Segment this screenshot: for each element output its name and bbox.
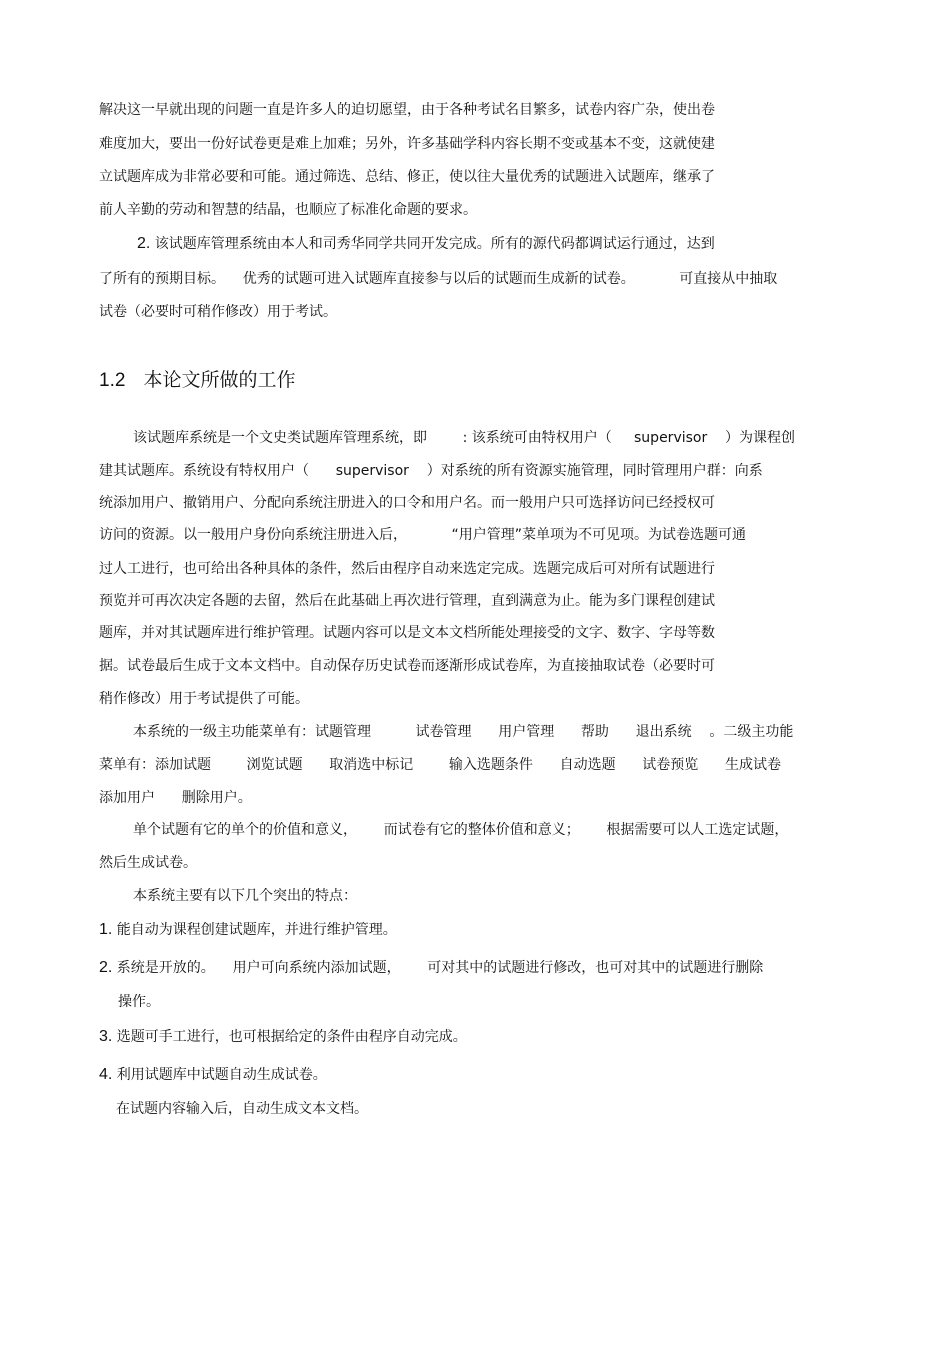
section-number: 1.2 bbox=[99, 370, 126, 391]
feature-item-3 bbox=[99, 1027, 467, 1047]
closing-line: 在试题内容输入后，自动生成文本文档。 bbox=[116, 1101, 368, 1117]
feature-item-1 bbox=[99, 920, 397, 940]
intro-line-1: 解决这一早就出现的问题一直是许多人的迫切愿望，由于各种考试名目繁多，试卷内容广杂，使出卷 bbox=[99, 102, 715, 118]
body-line-2: 建其试题库。系统设有特权用户（ supervisor ）对系统的所有资源实施管理，同时管理用户群：向系 bbox=[99, 463, 763, 479]
menu-line-3: 添加用户 删除用户。 bbox=[99, 790, 252, 806]
section-heading bbox=[99, 368, 296, 393]
body-line-7: 题库，并对其试题库进行维护管理。试题内容可以是文本文档所能处理接受的文字、数字、字母等数 bbox=[99, 625, 715, 641]
body-line-4: 访问的资源。以一般用户身份向系统注册进入后， “用户管理”菜单项为不可见项。为试卷选题可通 bbox=[99, 527, 747, 543]
value-line-2: 然后生成试卷。 bbox=[99, 855, 197, 871]
feature-number-4: 4. bbox=[99, 1066, 113, 1083]
feature-text-4: 利用试题库中试题自动生成试卷。 bbox=[116, 1067, 327, 1083]
feature-text-2: 系统是开放的。 用户可向系统内添加试题， 可对其中的试题进行修改，也可对其中的试题进行删除 bbox=[116, 960, 764, 976]
menu-line-1: 本系统的一级主功能菜单有：试题管理 试卷管理 用户管理 帮助 退出系统 。二级主功能 bbox=[133, 724, 794, 740]
point-2-line-2: 了所有的预期目标。 优秀的试题可进入试题库直接参与以后的试题而生成新的试卷。 可直接从中抽取 bbox=[99, 271, 778, 287]
intro-line-3: 立试题库成为非常必要和可能。通过筛选、总结、修正，使以往大量优秀的试题进入试题库，继承了 bbox=[99, 169, 715, 185]
feature-text-1: 能自动为课程创建试题库，并进行维护管理。 bbox=[116, 922, 397, 938]
body-line-1: 该试题库系统是一个文史类试题库管理系统，即 : 该系统可由特权用户（ supervisor ）为课程创 bbox=[133, 430, 796, 446]
feature-number-1: 1. bbox=[99, 921, 113, 938]
point-2-line-1: 该试题库管理系统由本人和司秀华同学共同开发完成。所有的源代码都调试运行通过，达到 bbox=[154, 236, 715, 252]
point-2-number: 2. bbox=[137, 235, 151, 252]
body-line-8: 据。试卷最后生成于文本文档中。自动保存历史试卷而逐渐形成试卷库，为直接抽取试卷（必要时可 bbox=[99, 658, 715, 674]
point-2-paragraph bbox=[137, 234, 715, 254]
intro-line-4: 前人辛勤的劳动和智慧的结晶，也顺应了标准化命题的要求。 bbox=[99, 202, 477, 218]
menu-line-2: 菜单有：添加试题 浏览试题 取消选中标记 输入选题条件 自动选题 试卷预览 生成试卷 bbox=[99, 757, 782, 773]
body-line-5: 过人工进行，也可给出各种具体的条件，然后由程序自动来选定完成。选题完成后可对所有试题进行 bbox=[99, 561, 715, 577]
intro-line-2: 难度加大，要出一份好试卷更是难上加难；另外，许多基础学科内容长期不变或基本不变，这就使建 bbox=[99, 136, 715, 152]
feature-text-3: 选题可手工进行，也可根据给定的条件由程序自动完成。 bbox=[116, 1029, 467, 1045]
feature-number-3: 3. bbox=[99, 1028, 113, 1045]
section-title: 本论文所做的工作 bbox=[143, 369, 296, 391]
body-line-9: 稍作修改）用于考试提供了可能。 bbox=[99, 691, 309, 707]
value-line-1: 单个试题有它的单个的价值和意义， 而试卷有它的整体价值和意义； 根据需要可以人工选定试题， bbox=[133, 822, 789, 838]
feature-item-2-continued: 操作。 bbox=[118, 994, 160, 1010]
feature-item-4 bbox=[99, 1065, 327, 1085]
feature-number-2: 2. bbox=[99, 959, 113, 976]
point-2-line-3: 试卷（必要时可稍作修改）用于考试。 bbox=[99, 304, 337, 320]
body-line-6: 预览并可再次决定各题的去留，然后在此基础上再次进行管理，直到满意为止。能为多门课程创建试 bbox=[99, 593, 715, 609]
feature-item-2 bbox=[99, 958, 763, 978]
body-line-3: 统添加用户、撤销用户、分配向系统注册进入的口令和用户名。而一般用户只可选择访问已经授权可 bbox=[99, 495, 715, 511]
features-intro: 本系统主要有以下几个突出的特点： bbox=[133, 888, 357, 904]
